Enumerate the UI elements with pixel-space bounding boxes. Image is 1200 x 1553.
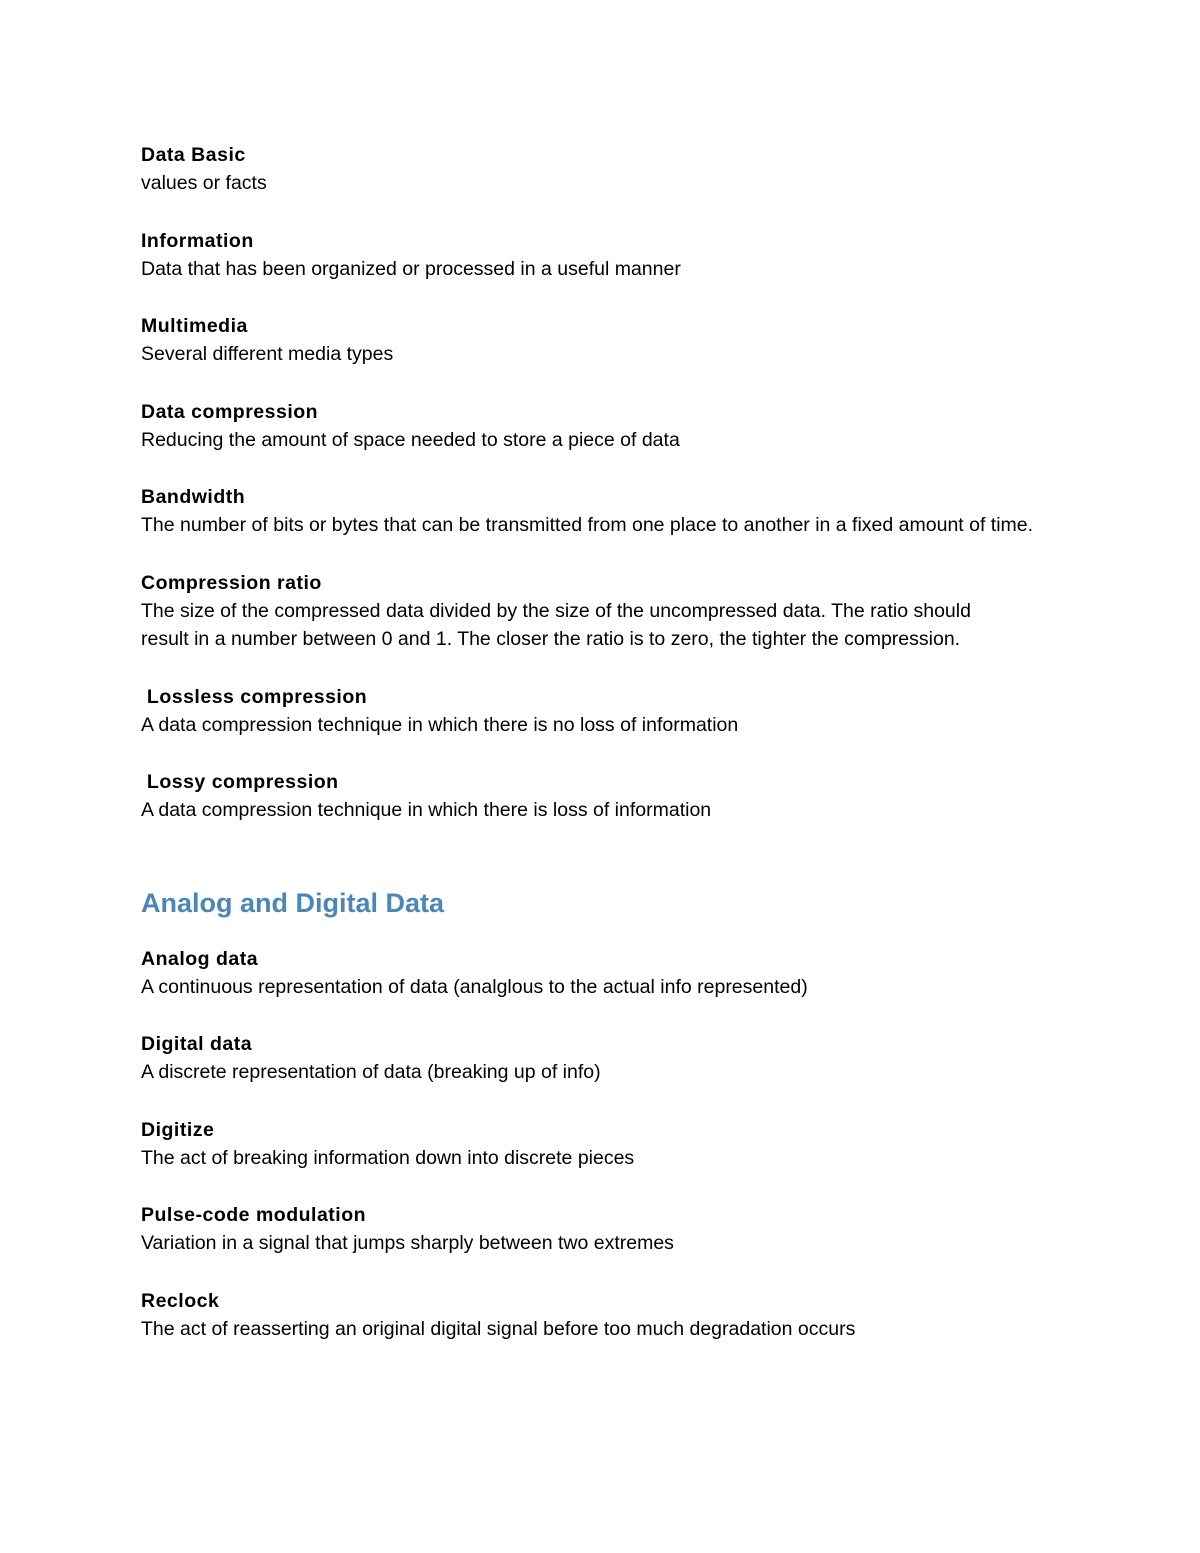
glossary-entry — [141, 1287, 1061, 1344]
entry-term: Analog data — [141, 947, 259, 970]
entry-definition: The size of the compressed data divided by the size of the uncompressed data. The ratio should result in a number between 0 and 1. The closer the ratio is to zero, the tighter the compression. — [141, 599, 971, 650]
glossary-entry — [141, 312, 1061, 369]
entry-term: Lossy compression — [141, 771, 339, 793]
entry-term: Digitize — [141, 1118, 215, 1141]
entry-definition: values or facts — [141, 172, 267, 194]
entry-definition: Variation in a signal that jumps sharply between two extremes — [141, 1232, 674, 1254]
entry-term: Data compression — [141, 400, 319, 423]
glossary-entry — [141, 1116, 1061, 1173]
entry-term: Digital data — [141, 1033, 253, 1055]
glossary-entry — [141, 1201, 1061, 1258]
glossary-entry — [141, 683, 1061, 740]
glossary-entry — [141, 398, 1061, 455]
entry-definition: Several different media types — [141, 343, 394, 365]
entry-definition: A continuous representation of data (analglous to the actual info represented) — [141, 975, 808, 998]
entry-term: Data Basic — [141, 144, 246, 166]
entry-definition: A data compression technique in which there is no loss of information — [141, 713, 739, 736]
entry-term: Reclock — [141, 1289, 220, 1312]
glossary-entry — [141, 945, 1061, 1002]
glossary-entry — [141, 141, 1061, 198]
entry-term: Multimedia — [141, 315, 248, 337]
entry-term: Bandwidth — [141, 486, 246, 508]
glossary-entry — [141, 768, 1061, 825]
entry-definition: A data compression technique in which there is loss of information — [141, 799, 712, 821]
entry-definition: The act of breaking information down into discrete pieces — [141, 1146, 635, 1169]
entry-term: Compression ratio — [141, 571, 322, 594]
glossary-entry — [141, 1030, 1061, 1087]
entry-term: Lossless compression — [141, 685, 368, 708]
entry-definition: The number of bits or bytes that can be transmitted from one place to another in a fixed amount of time. — [141, 514, 1034, 536]
glossary-entry — [141, 569, 1061, 654]
section-heading: Analog and Digital Data — [141, 887, 445, 918]
glossary-entry — [141, 227, 1061, 284]
entry-definition: Data that has been organized or processed in a useful manner — [141, 257, 681, 280]
entry-definition: The act of reasserting an original digital signal before too much degradation occurs — [141, 1317, 856, 1340]
glossary-entry — [141, 483, 1061, 540]
document-page — [141, 141, 1061, 1343]
entry-definition: Reducing the amount of space needed to store a piece of data — [141, 428, 680, 451]
entry-term: Information — [141, 229, 254, 252]
entry-definition: A discrete representation of data (breaking up of info) — [141, 1061, 601, 1083]
entry-term: Pulse-code modulation — [141, 1204, 367, 1226]
